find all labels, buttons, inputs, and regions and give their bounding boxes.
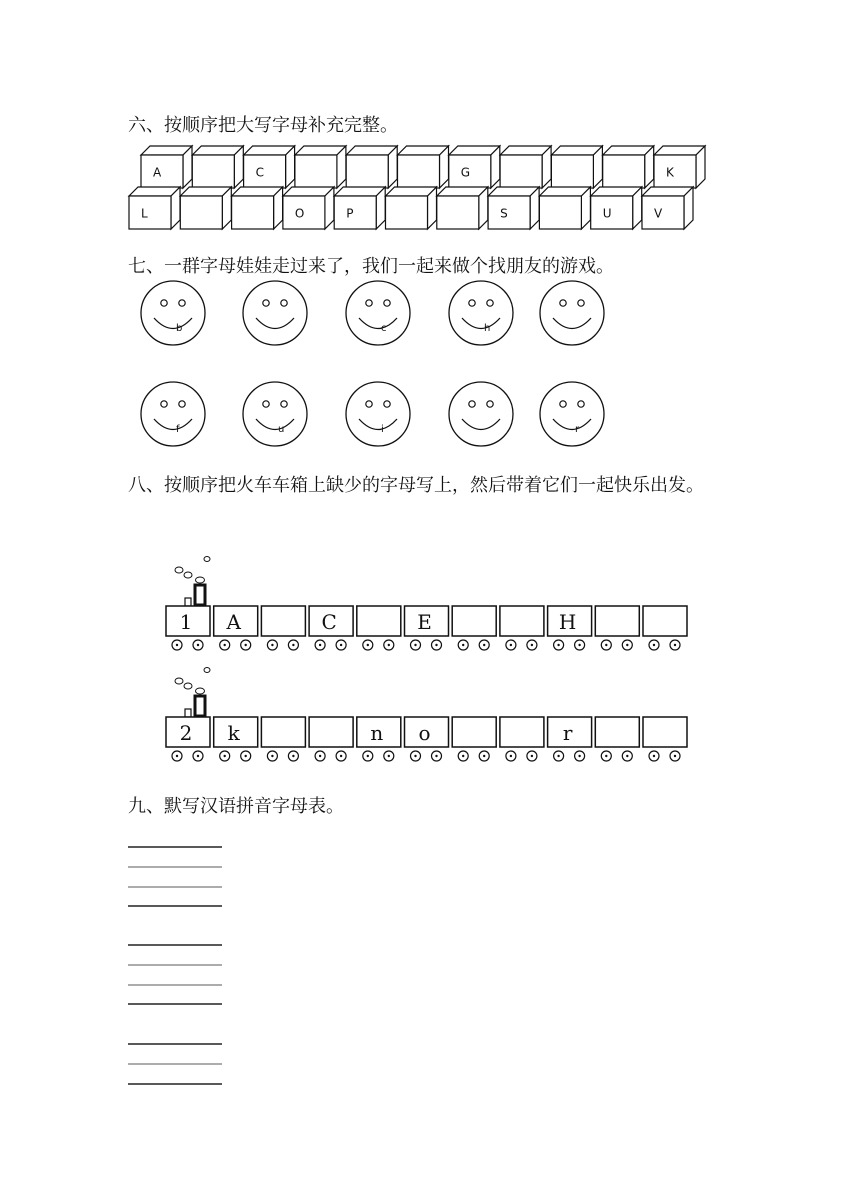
cube-row1-5[interactable] (346, 146, 397, 188)
train-car-letter: C (321, 610, 337, 634)
wheel-icon (288, 751, 298, 761)
wheel-icon (527, 640, 537, 650)
wheel-icon (575, 640, 585, 650)
train-car-5[interactable] (357, 606, 401, 650)
cube-row1-2[interactable] (192, 146, 243, 188)
section7-heading: 七、一群字母娃娃走过来了，我们一起来做个找朋友的游戏。 (128, 256, 614, 277)
train-car-letter: 1 (179, 610, 193, 634)
wheel-icon (315, 751, 325, 761)
wheel-icon (554, 751, 564, 761)
cube-row1-8[interactable] (500, 146, 551, 188)
train-car-letter: H (558, 610, 577, 634)
wheel-icon (622, 640, 632, 650)
wheel-icon (384, 640, 394, 650)
section6-heading: 六、按顺序把大写字母补充完整。 (128, 115, 398, 136)
train-car-letter: o (418, 721, 431, 745)
wheel-icon (336, 751, 346, 761)
writing-line-group-2[interactable] (128, 945, 222, 1004)
smiley-face-row2-4[interactable] (449, 382, 513, 446)
train-car-4[interactable] (309, 606, 353, 650)
smiley-face-row2-1[interactable] (141, 382, 205, 446)
train-car-2[interactable] (214, 717, 258, 761)
cube-row1-7[interactable] (449, 146, 500, 188)
train-car-3[interactable] (261, 606, 305, 650)
wheel-icon (411, 751, 421, 761)
cube-row1-9[interactable] (551, 146, 602, 188)
wheel-icon (670, 640, 680, 650)
wheel-icon (384, 751, 394, 761)
cube-row1-11[interactable] (654, 146, 705, 188)
wheel-icon (172, 751, 182, 761)
cube-letter: K (666, 165, 674, 180)
train-car-1 (166, 606, 210, 650)
cube-row2-2[interactable] (180, 187, 231, 229)
smiley-face-row2-2[interactable] (243, 382, 307, 446)
chimney-icon (195, 696, 205, 716)
cube-row2-4[interactable] (283, 187, 334, 229)
train-car-11[interactable] (643, 717, 687, 761)
cube-row2-7[interactable] (437, 187, 488, 229)
cube-letter: O (294, 206, 305, 221)
section8-heading: 八、按顺序把火车车箱上缺少的字母写上，然后带着它们一起快乐出发。 (128, 475, 704, 496)
cube-letter: P (346, 206, 354, 221)
train-car-5[interactable] (357, 717, 401, 761)
cube-row1-4[interactable] (295, 146, 346, 188)
cab-icon (185, 709, 191, 717)
wheel-icon (267, 751, 277, 761)
wheel-icon (622, 751, 632, 761)
wheel-icon (315, 640, 325, 650)
wheel-icon (288, 640, 298, 650)
wheel-icon (363, 751, 373, 761)
train-car-2[interactable] (214, 606, 258, 650)
smiley-face-row1-1[interactable] (141, 281, 205, 345)
wheel-icon (363, 640, 373, 650)
wheel-icon (506, 640, 516, 650)
wheel-icon (193, 640, 203, 650)
wheel-icon (267, 640, 277, 650)
cube-row2-5[interactable] (334, 187, 385, 229)
wheel-icon (649, 751, 659, 761)
cab-icon (185, 598, 191, 606)
face-letter: h (484, 323, 491, 334)
cube-letter: L (141, 206, 148, 221)
cube-row2-1[interactable] (129, 187, 180, 229)
smiley-face-row2-3[interactable] (346, 382, 410, 446)
wheel-icon (220, 751, 230, 761)
letter-cubes (129, 146, 705, 229)
face-letter: c (381, 323, 387, 334)
train-car-letter: n (370, 721, 384, 745)
smiley-face-row1-5[interactable] (540, 281, 604, 345)
train-car-letter: A (226, 610, 241, 634)
face-letter: i (381, 424, 384, 435)
cube-letter: S (500, 206, 508, 221)
train-1 (166, 557, 687, 651)
face-letter: b (176, 323, 183, 334)
letter-trains (166, 557, 687, 762)
train-car-4[interactable] (309, 717, 353, 761)
train-car-6[interactable] (405, 606, 449, 650)
train-car-7[interactable] (452, 717, 496, 761)
train-car-9[interactable] (548, 717, 592, 761)
train-car-letter: r (562, 721, 573, 745)
writing-line-group-1[interactable] (128, 847, 222, 906)
cube-letter: V (654, 206, 663, 221)
wheel-icon (649, 640, 659, 650)
cube-letter: A (153, 165, 162, 180)
wheel-icon (241, 640, 251, 650)
train-car-letter: k (227, 721, 240, 745)
train-car-6[interactable] (405, 717, 449, 761)
wheel-icon (432, 751, 442, 761)
writing-lines (128, 847, 222, 1084)
train-car-9[interactable] (548, 606, 592, 650)
wheel-icon (670, 751, 680, 761)
wheel-icon (458, 640, 468, 650)
wheel-icon (336, 640, 346, 650)
face-letter: u (278, 424, 285, 435)
train-car-7[interactable] (452, 606, 496, 650)
smoke-icon (175, 668, 210, 695)
wheel-icon (220, 640, 230, 650)
train-car-10[interactable] (595, 606, 639, 650)
wheel-icon (241, 751, 251, 761)
wheel-icon (601, 751, 611, 761)
cube-letter: G (460, 165, 471, 180)
cube-row2-8[interactable] (488, 187, 539, 229)
cube-row1-1[interactable] (141, 146, 192, 188)
wheel-icon (432, 640, 442, 650)
wheel-icon (479, 640, 489, 650)
train-car-letter: E (417, 610, 432, 634)
smiley-face-row1-4[interactable] (449, 281, 513, 345)
cube-row2-9[interactable] (539, 187, 590, 229)
train-car-letter: 2 (179, 721, 193, 745)
cube-row2-10[interactable] (591, 187, 642, 229)
wheel-icon (554, 640, 564, 650)
wheel-icon (172, 640, 182, 650)
face-letter: f (176, 424, 180, 435)
wheel-icon (506, 751, 516, 761)
smiley-face-row1-2[interactable] (243, 281, 307, 345)
train-car-8[interactable] (500, 606, 544, 650)
cube-row2-3[interactable] (232, 187, 283, 229)
wheel-icon (479, 751, 489, 761)
wheel-icon (411, 640, 421, 650)
writing-line-group-3[interactable] (128, 1044, 222, 1084)
wheel-icon (193, 751, 203, 761)
train-car-11[interactable] (643, 606, 687, 650)
cube-row1-3[interactable] (244, 146, 295, 188)
wheel-icon (527, 751, 537, 761)
cube-row2-6[interactable] (386, 187, 437, 229)
cube-row2-11[interactable] (642, 187, 693, 229)
cube-row1-6[interactable] (398, 146, 449, 188)
train-car-8[interactable] (500, 717, 544, 761)
train-car-1 (166, 717, 210, 761)
smiley-face-row1-3[interactable] (346, 281, 410, 345)
train-car-10[interactable] (595, 717, 639, 761)
train-car-3[interactable] (261, 717, 305, 761)
smiley-faces (141, 281, 604, 446)
chimney-icon (195, 585, 205, 605)
section9-heading: 九、默写汉语拼音字母表。 (128, 796, 344, 817)
wheel-icon (601, 640, 611, 650)
smiley-face-row2-5[interactable] (540, 382, 604, 446)
face-letter: r (575, 424, 580, 435)
train-2 (166, 668, 687, 762)
cube-letter: C (255, 165, 264, 180)
wheel-icon (575, 751, 585, 761)
smoke-icon (175, 557, 210, 584)
wheel-icon (458, 751, 468, 761)
cube-row1-10[interactable] (603, 146, 654, 188)
cube-letter: U (602, 206, 612, 221)
